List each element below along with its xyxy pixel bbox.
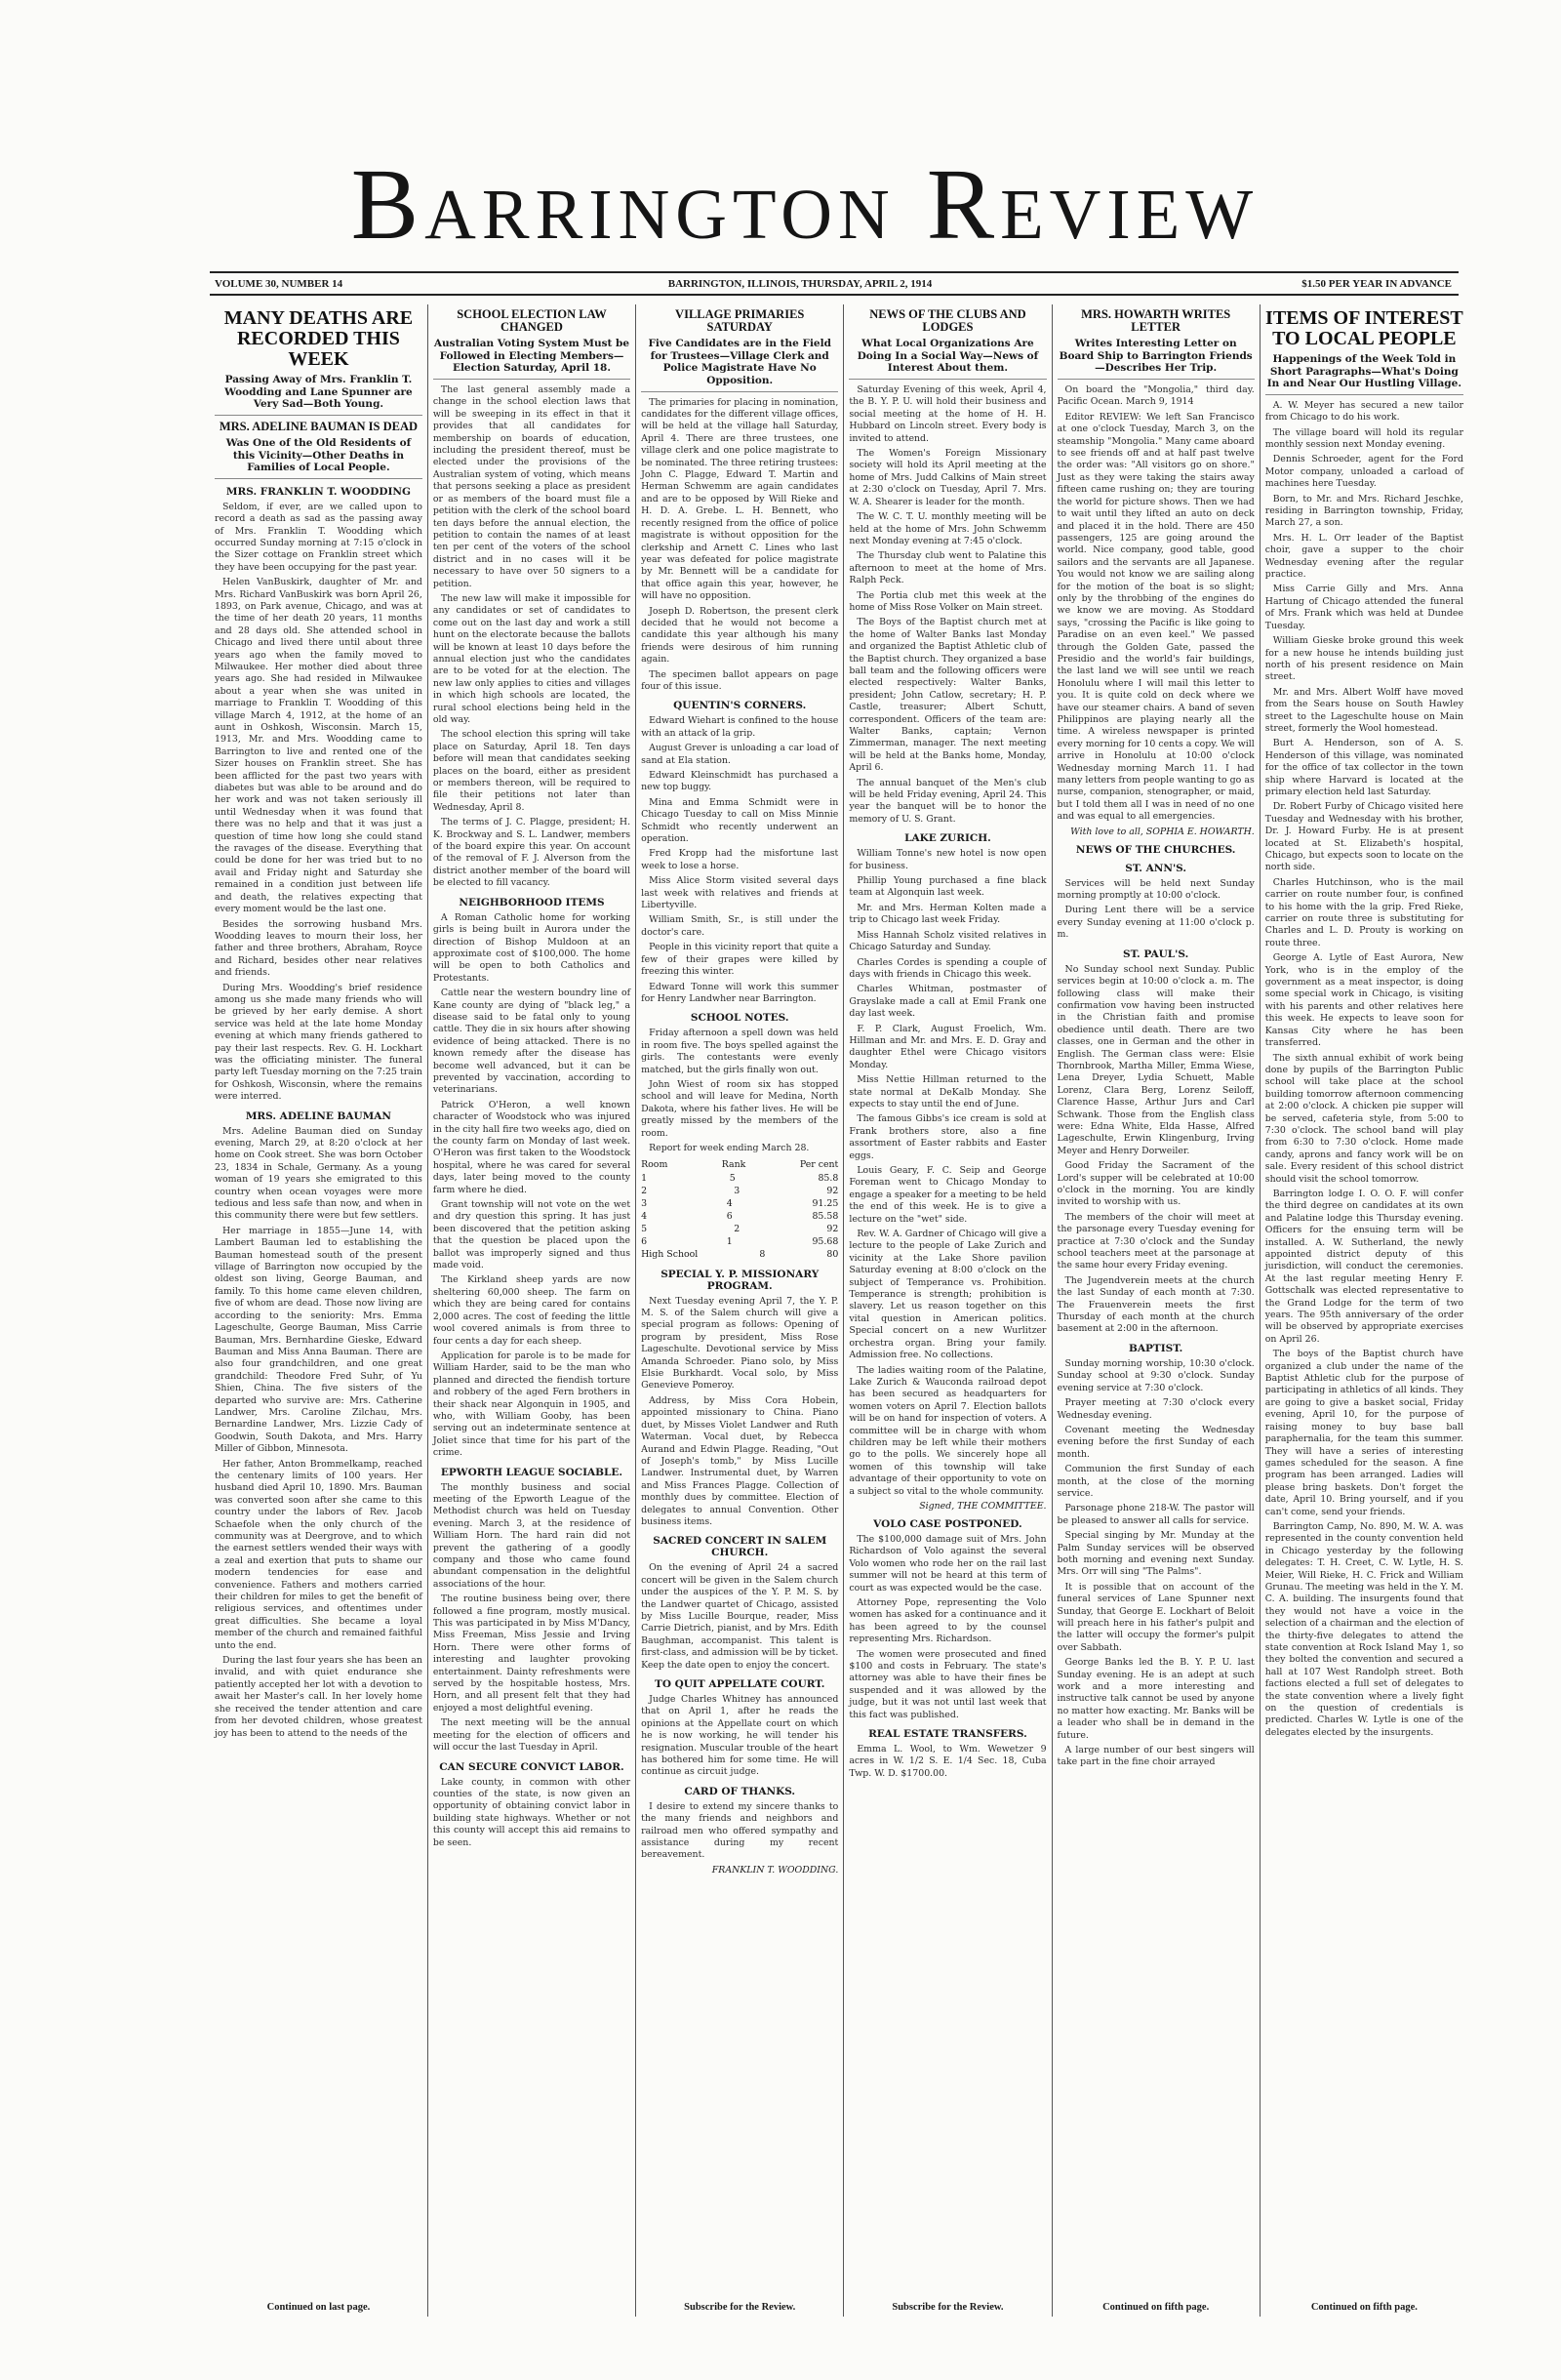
section-baptist: BAPTIST. [1128,1342,1183,1354]
masthead: Barrington Review [350,148,1260,261]
article-body: Next Tuesday evening April 7, the Y. P. M. S. of the Salem church will give a special program as follows: Opening of program by president, Miss Rose Lageschulte. Devotional service by Miss Amanda Schroeder. Piano solo, by Miss Elsie Burkhardt. Vocal solo, by Miss Genevieve Pomeroy. Address, by Miss Cora Hobein, appointed missionary to China. Piano duet, by Misses Violet Landwer and Ruth Waterman. Vocal duet, by Rebecca Aurand and Edwin Plagge. Reading, "Out of Joseph's tomb," by Miss Lucille Landwer. Instrumental duet, by Warren and Miss Frances Plagge. Collection of monthly dues by committee. Election of delegates to annual Convention. Other business items. [641,1295,839,1527]
article-body: Friday afternoon a spell down was held in room five. The boys spelled against the girls. The contestants were evenly matched, but the girls finally won out. John Wiest of room six has stopped school and will leave for Medina, North Dakota, where his father lives. He will be greatly missed by the members of the room. Report for week ending March 28. [641,1028,839,1153]
continued-note: Continued on last page. [266,2302,371,2313]
folio-price: $1.50 PER YEAR IN ADVANCE [1301,278,1452,290]
signature: FRANKLIN T. WOODDING. [711,1864,839,1876]
section-epworth: EPWORTH LEAGUE SOCIABLE. [440,1466,623,1478]
headline-school-election: SCHOOL ELECTION LAW CHANGED [457,307,607,335]
article-body: The monthly business and social meeting of the Epworth League of the Methodist church was held on Tuesday evening. March 3, at the residence of William Horn. The hard rain did not prevent the gathering of a goodly company and those who came found abundant compensation in the delightful associations of the hour. The routine business being over, there followed a fine program, mostly musical. This was participated in by Miss M'Dancy, Miss Freeman, Miss Jessie and Irving Horn. There were other forms of interesting and laughter provoking entertainment. Dainty refreshments were served by the hospitable hostess, Mrs. Horn, and all present felt that they had enjoyed a most delightful evening. The next meeting will be the annual meeting for the election of officers and will occur the last Tuesday in April. [432,1481,631,1754]
article-body: Lake county, in common with other counties of the state, is now given an opportunity of obtaining convict labor in building state highways. Whether or not this county will accept this aid remains to be seen. [432,1776,631,1848]
continued-note: Continued on fifth page. [1102,2302,1210,2313]
section-woodding: MRS. FRANKLIN T. WOODDING [225,485,411,498]
section-neighborhood: NEIGHBORHOOD ITEMS [459,896,605,908]
folio-dateline: BARRINGTON, ILLINOIS, THURSDAY, APRIL 2, 1914 [667,278,933,290]
article-body: A. W. Meyer has secured a new tailor from Chicago to do his work. The village board will hold its regular monthly session next Monday evening. Dennis Schroeder, agent for the Ford Motor company, unloaded a carload of machines here Tuesday. Born, to Mr. and Mrs. Richard Jeschke, residing in Barrington township, Friday, March 27, a son. Mrs. H. L. Orr leader of the Baptist choir, gave a supper to the choir Wednesday evening after the regular practice. Miss Carrie Gilly and Mrs. Anna Hartung of Chicago attended the funeral of Mrs. Frank which was held at Dundee Tuesday. William Gieske broke ground this week for a new house he intends building just north of his present residence on Main street. Mr. and Mrs. Albert Wolff have moved from the Sears house on South Hawley street to the Lageschulte house on Main street, formerly the Wool homestead. Burt A. Henderson, son of A. S. Henderson of this village, was nominated for the office of tax collector in the town ship where Harvard is located at the primary election held last Saturday. Dr. Robert Furby of Chicago visited here Tuesday and Wednesday with his brother, Dr. J. Howard Furby. He is at present located at St. Elizabeth's hospital, Chicago, but expects soon to locate on the north side. Charles Hutchinson, who is the mail carrier on route number four, is confined to his home with the la grip. Fred Rieke, carrier on route three is substituting for Charles and L. D. Prouty is working on route three. George A. Lytle of East Aurora, New York, who is in the employ of the government as a meat inspector, is doing some special work in Chicago, is visiting with his parents and other relatives here this week. He expects to leave soon for Kansas City where he has been transferred. The sixth annual exhibit of work being done by pupils of the Barrington Public school will take place at the school building tomorrow afternoon commencing at 2:00 o'clock. A chicken pie supper will be served, cafeteria style, from 5:00 to 7:30 o'clock. The school band will play from 6:30 to 7:30 o'clock. Home made candy, aprons and fancy work will be on sale. Every resident of this school district should visit the school tomorrow. Barrington lodge I. O. O. F. will confer the third degree on candidates at its own and Palatine lodge this Thursday evening. Officers for the ensuing term will be installed. A. W. Sutherland, the newly appointed district deputy of this jurisdiction, will conduct the ceremonies. At the last regular meeting Henry F. Gottschalk was elected representative to the Grand Lodge for the term of two years. The 95th anniversary of the order will be observed by appropriate exercises on April 26. The boys of the Baptist church have organized a club under the name of the Baptist Athletic club for the purpose of participating in athletics of all kinds. They are going to give a basket social, Friday evening, April 10, for the purpose of raising money to buy base ball paraphernalia, for the team this summer. They will have a series of interesting games scheduled for the season. A fine program has been arranged. Ladies will please bring baskets. Don't forget the date, April 10. Bring yourself, and if you can't come, send your friends. Barrington Camp, No. 890, M. W. A. was represented in the county convention held in Chicago yesterday by the following delegates: T. H. Creet, C. W. Lytle, H. S. Meier, Will Rieke, H. C. Frick and William Grunau. The meeting was held in the Y. M. C. A. building. The insurgents found that they would not have a voice in the selection of a chairman and the election of the thirty-five delegates to attend the state convention at Rock Island May 1, so they bolted the convention and secured a hall at 107 West Randolph street. Both factions elected a full set of delegates to the state convention where a lively fight on the question of credentials is predicted. Charles W. Lytle is one of the delegates elected by the insurgents. [1264,399,1463,1738]
signature: Signed, THE COMMITTEE. [919,1500,1047,1512]
column-school-election [428,304,636,2317]
article-body: The $100,000 damage suit of Mrs. John Richardson of Volo against the several Volo women who rode her on the rail last summer will not be heard at this term of court as was expected would be the case. Attorney Pope, representing the Volo women has asked for a continuance and it has been agreed to by the counsel representing Mrs. Richardson. The women were prosecuted and fined $100 and costs in February. The state's attorney was able to have their fines be suspended and it was allowed by the judge, but it was not until last week that this fact was published. [849,1533,1047,1720]
folio-volume: VOLUME 30, NUMBER 14 [215,278,343,290]
article-body: William Tonne's new hotel is now open for business. Phillip Young purchased a fine black team at Algonquin last week. Mr. and Mrs. Herman Kolten made a trip to Chicago last week Friday. Miss Hannah Scholz visited relatives in Chicago Saturday and Sunday. Charles Cordes is spending a couple of days with friends in Chicago this week. Charles Whitman, postmaster of Grayslake made a call at Emil Frank one day last week. F. P. Clark, August Froelich, Wm. Hillman and Mr. and Mrs. E. D. Gray and daughter Ethel were Chicago visitors Monday. Miss Nettie Hillman returned to the state normal at DeKalb Monday. She expects to stay until the end of June. The famous Gibbs's ice cream is sold at Frank brothers store, also a fine assortment of Easter rabbits and Easter eggs. Louis Geary, F. C. Seip and George Foreman went to Chicago Monday to engage a speaker for a meeting to be held the end of this week. He is to give a lecture on the "wet" side. Rev. W. A. Gardner of Chicago will give a lecture to the people of Lake Zurich and vicinity at the Lake Shore pavilion Saturday evening at 8:00 o'clock on the subject of Temperance vs. Prohibition. Temperance is strength; prohibition is slavery. Let us reason together on this vital question in American politics. Special concert on a new Wurlitzer orchestra organ. Bring your family. Admission free. No collections. The ladies waiting room of the Palatine, Lake Zurich & Wauconda railroad depot has been secured as headquarters for women voters on April 7. Election ballots will be on hand for inspection of voters. A committee will be in charge with whom children may be left while their mothers go to the polls. We sincerely hope all women of this township will take advantage of their opportunity to vote on a subject so vital to the whole community. [849,848,1047,1497]
table-row: 5 2 92 [641,1224,839,1235]
section-bauman: MRS. ADELINE BAUMAN [245,1109,392,1122]
subscribe-note: Subscribe for the Review. [892,2302,1004,2313]
headline-village-primaries: VILLAGE PRIMARIES SATURDAY [675,307,805,335]
article-body: The last general assembly made a change in the school election laws that will be sweeping in its effect in that it provides that all candidates for membership on boards of education, including the president thereof, must be elected under the provisions of the Australian system of voting, which means that persons seeking a place as president or as members of the board must file a petition with the clerk of the school board ten days before the annual election, the petition to contain the names of at least ten per cent of the voters of the school district and in no cases will it be necessary to have over 50 signers to a petition. The new law will make it impossible for any candidates or set of candidates to come out on the last day and work a still hunt on the electorate because the ballots will be known at least 10 days before the annual election just who the candidates are to be voted for at the election. The new law only applies to cities and villages in which high schools are located, the rural school elections being held in the old way. The school election this spring will take place on Saturday, April 18. Ten days before will mean that candidates seeking places on the board, either as president or members thereon, will be required to file their petitions not later than Wednesday, April 8. The terms of J. C. Plagge, president; H. K. Brockway and S. L. Landwer, members of the board expire this year. On account of the removal of F. J. Alverson from the district another member of the board will be elected to fill vacancy. [432,384,631,889]
article-body: On the evening of April 24 a sacred concert will be given in the Salem church under the auspices of the Y. P. M. S. by the Landwer quartet of Chicago, assisted by Miss Lucille Bourque, reader, Miss Carrie Dietrich, pianist, and by Mrs. Edith Baughman, accompanist. This talent is first-class, and admission will be by ticket. Keep the date open to enjoy the concert. [641,1562,839,1671]
section-st-anns: ST. ANN'S. [1125,862,1187,874]
table-row: 2 3 92 [641,1185,839,1196]
section-missionary-program: SPECIAL Y. P. MISSIONARY PROGRAM. [660,1268,820,1292]
article-body: Emma L. Wool, to Wm. Wewetzer 9 acres in W. 1/2 S. E. 1/4 Sec. 18, Cuba Twp. W. D. $1700.00. [849,1744,1047,1779]
deck-howarth-letter: Writes Interesting Letter on Board Ship to Barrington Friends—Describes Her Trip. [1058,338,1255,380]
section-churches: NEWS OF THE CHURCHES. [1075,843,1236,856]
deck-bauman: Was One of the Old Residents of this Vicinity—Other Deaths in Families of Local People. [215,437,422,479]
section-school-notes: SCHOOL NOTES. [690,1012,789,1025]
section-volo-case: VOLO CASE POSTPONED. [873,1517,1022,1530]
article-body: Edward Wiehart is confined to the house with an attack of la grip. August Grever is unloading a car load of sand at Ela station. Edward Kleinschmidt has purchased a new top buggy. Mina and Emma Schmidt were in Chicago Tuesday to call on Miss Minnie Schmidt who recently underwent an operation. Fred Kropp had the misfortune last week to lose a horse. Miss Alice Storm visited several days last week with relatives and friends at Libertyville. William Smith, Sr., is still under the doctor's care. People in this vicinity report that quite a few of their grapes were killed by freezing this winter. Edward Tonne will work this summer for Henry Landwher near Barrington. [641,715,839,1004]
section-sacred-concert: SACRED CONCERT IN SALEM CHURCH. [653,1535,827,1559]
masthead-rule-top [210,271,1459,273]
column-village-primaries [636,304,844,2317]
column-local-items [1261,304,1468,2317]
table-row: High School 8 80 [641,1249,839,1261]
section-lake-zurich: LAKE ZURICH. [904,832,991,845]
continued-note: Continued on fifth page. [1310,2302,1418,2313]
article-body: I desire to extend my sincere thanks to the many friends and neighbors and railroad men who offered sympathy and assistance during my recent bereavement. [641,1800,839,1861]
article-body: On board the "Mongolia," third day. Pacific Ocean. March 9, 1914 Editor REVIEW: We left San Francisco at one o'clock Tuesday, March 3, on the steamship "Mongolia." Many came aboard to see friends off and at half past twelve the order was: "All visitors go on shore." Just as they were taking the stairs away fifteen came rushing on; they are touring the world for picture shows. Then we had to wait until they lifted an auto on deck and placed it in the hold. There are 450 passengers, 125 are going around the world. Nice company, good table, good sailors and the servants are all Japanese. You would not know we are sailing along for the motion of the boat is so slight; only by the throbbing of the engines do we know we are moving. As Stoddard says, "crossing the Pacific is like going to Paradise on an even keel." We passed through the Golden Gate, passed the Presidio and the world's fair buildings, the last land we will see until we reach Honolulu where I will mail this letter to you. It is quite cold on deck where we have our steamer chairs. A band of seven Philippinos are playing nearly all the time. A wireless newspaper is printed every morning for 10 cents a copy. We will arrive in Honolulu at 10:00 o'clock Wednesday morning March 11. I had many letters from people wanting to go as nurse, companion, stenographer, or maid, but I told them all I was in need of no one and was equal to all emergencies. [1057,384,1255,823]
subheadline-bauman: MRS. ADELINE BAUMAN IS DEAD [219,419,419,433]
section-real-estate: REAL ESTATE TRANSFERS. [868,1728,1027,1741]
article-body: The primaries for placing in nomination, candidates for the different village offices, will be held at the village hall Saturday, April 4. There are three trustees, one village clerk and one police magistrate to be nominated. The three retiring trustees: John C. Plagge, Edward T. Martin and Herman Schwemm are again candidates and are to be opposed by Will Rieke and H. D. A. Grebe. L. H. Bennett, who recently resigned from the office of police magistrate is without opposition for the clerkship and Arnett C. Lines who last year was defeated for police magistrate by Mr. Bennett will be a candidate for that office again this year, however, he will have no opposition. Joseph D. Robertson, the present clerk decided that he would not become a candidate this year although his many friends were desirous of him running again. The specimen ballot appears on page four of this issue. [641,396,839,692]
section-convict-labor: CAN SECURE CONVICT LABOR. [439,1760,624,1773]
table-row: 3 4 91.25 [641,1197,839,1209]
column-clubs-lodges [844,304,1052,2317]
signature: With love to all, SOPHIA E. HOWARTH. [1070,826,1255,837]
deck-clubs-lodges: What Local Organizations Are Doing In a Social Way—News of Interest About them. [849,338,1046,380]
section-st-pauls: ST. PAUL'S. [1123,948,1189,960]
article-body: Seldom, if ever, are we called upon to record a death as sad as the passing away of Mrs. Franklin T. Woodding which occurred Sunday morning at 7:15 o'clock in the Sizer cottage on Franklin street which they have been occupying for the past year. Helen VanBuskirk, daughter of Mr. and Mrs. Richard VanBuskirk was born April 26, 1893, on Park avenue, Chicago, and was at the time of her death 20 years, 11 months and 28 days old. She attended school in Chicago and lived there until about three years ago when the family moved to Milwaukee. Her mother died about three years ago. She had resided in Milwaukee about a year when she was united in marriage to Franklin T. Woodding of this village March 4, 1912, at the home of an aunt in Oshkosh, Wisconsin. March 15, 1913, Mr. and Mrs. Woodding came to Barrington to live and rented one of the Sizer houses on Franklin street. She has been afflicted for the past two years with diabetes but was able to be around and do her work and was not taken seriously ill until Wednesday when it was found that there was no help and that it was just a question of time how long she could stand the ravages of the disease. Everything that could be done for her was tried but to no avail and Friday night and Saturday she remained in a condition just between life and death, the relatives expecting that every moment would be the last one. Besides the sorrowing husband Mrs. Woodding leaves to mourn their loss, her father and three brothers, Abraham, Royce and Richard, besides other near relatives and friends. During Mrs. Woodding's brief residence among us she made many friends who will be grieved by her early demise. A short service was held at the late home Monday evening at which many friends gathered to pay their last respects. Rev. G. H. Lockhart was the officiating minister. The funeral party left Tuesday morning on the 7:25 train for Oshkosh, Wisconsin, where the remains were interred. [215,501,422,1103]
section-card-of-thanks: CARD OF THANKS. [684,1785,796,1797]
table-header: Room Rank Per cent [641,1159,839,1171]
article-body: Saturday Evening of this week, April 4, the B. Y. P. U. will hold their business and social meeting at the home of H. H. Hubbard on Lincoln street. Every body is invited to attend. The Women's Foreign Missionary society will hold its April meeting at the home of Mrs. Judd Calkins of Main street at 2:30 o'clock on Tuesday, April 7. Mrs. W. A. Shearer is leader for the month. The W. C. T. U. monthly meeting will be held at the home of Mrs. John Schwemm next Monday evening at 7:45 o'clock. The Thursday club went to Palatine this afternoon to meet at the home of Mrs. Ralph Peck. The Portia club met this week at the home of Miss Rose Volker on Main street. The Boys of the Baptist church met at the home of Walter Banks last Monday and organized the Baptist Athletic club of the Baptist church. They organized a base ball team and the following officers were elected respectively: Walter Banks, president; John Catlow, secretary; H. P. Castle, treasurer; Albert Schutt, correspondent. Officers of the team are: Walter Banks, captain; Vernon Zimmerman, manager. The next meeting will be held at the Banks home, Monday, April 6. The annual banquet of the Men's club will be held Friday evening, April 24. This year the banquet will be to honor the memory of U. S. Grant. [849,384,1047,825]
masthead-rule-bottom [210,294,1459,296]
headline-howarth-letter: MRS. HOWARTH WRITES LETTER [1081,307,1231,335]
article-columns [210,304,1468,2317]
table-row: 4 6 85.58 [641,1211,839,1222]
headline-local-items: ITEMS OF INTEREST TO LOCAL PEOPLE [1265,307,1463,349]
article-body: A Roman Catholic home for working girls is being built in Aurora under the direction of Bishop Muldoon at an approximate cost of $100,000. The home will be open to both Catholics and Protestants. Cattle near the western boundry line of Kane county are dying of "black leg," a disease said to be fatal only to young cattle. They die in six hours after showing evidence of being attacked. There is no known remedy after the disease has become well advanced, but it can be prevented by vaccination, according to veterinarians. Patrick O'Heron, a well known character of Woodstock who was injured in the city hall fire two weeks ago, died on the county farm on Monday of last week. O'Heron was first taken to the Woodstock hospital, where he was cared for several days, later being moved to the county farm where he died. Grant township will not vote on the wet and dry question this spring. It has just been discovered that the petition asking that the question be placed upon the ballot was improperly signed and thus made void. The Kirkland sheep yards are now sheltering 60,000 sheep. The farm on which they are being cared for contains 2,000 acres. The cost of feeding the little wool covered animals is from three to four cents a day for each sheep. Application for parole is to be made for William Harder, said to be the man who planned and directed the fiendish torture and robbery of the aged Fern brothers in their shack near Algonquin in 1905, and who, with William Gooby, has been serving out an indeterminate sentence at Joliet since that time for his part of the crime. [432,911,631,1459]
school-report-table [641,1158,838,1261]
column-howarth-letter [1053,304,1261,2317]
section-quentins-corners: QUENTIN'S CORNERS. [673,700,807,712]
column-deaths [210,304,428,2317]
headline-clubs-lodges: NEWS OF THE CLUBS AND LODGES [869,307,1026,335]
article-body: No Sunday school next Sunday. Public services begin at 10:00 o'clock a. m. The following class will make their confirmation vow having been instructed in the Christian faith and promise obedience until death. There are two classes, one in German and the other in English. The German class were: Elsie Thornbrook, Martha Miller, Emma Wiese, Lena Dreyer, Lydia Schuett, Mable Lorenz, Clara Berg, Lorenz Seiloff, Clarence Hasse, Arthur Jurs and Carl Schwank. Those from the English class were: Edna White, Elda Hasse, Alfred Lageschulte, Erwin Klingenburg, Irving Meyer and Henry Dorweiler. Good Friday the Sacrament of the Lord's supper will be celebrated at 10:00 o'clock in the morning. You are kindly invited to worship with us. The members of the choir will meet at the parsonage every Tuesday evening for practice at 7:30 o'clock and the Sunday school teachers meet at the parsonage at the same hour every Friday evening. The Jugendverein meets at the church the last Sunday of each month at 7:30. The Frauenverein meets the first Thursday of each month at the church basement at 2:00 in the afternoon. [1057,963,1255,1335]
table-row: 1 5 85.8 [641,1172,839,1184]
article-body: Judge Charles Whitney has announced that on April 1, after he reads the opinions at the Appellate court on which he is now working, he will tender his resignation. Muscular trouble of the heart has bothered him for some time. He will continue as circuit judge. [641,1694,839,1778]
deck-village-primaries: Five Candidates are in the Field for Trustees—Village Clerk and Police Magistrate Have No Opposition. [641,338,838,391]
table-row: 6 1 95.68 [641,1236,839,1248]
article-body: Services will be held next Sunday morning promptly at 10:00 o'clock. During Lent there will be a service every Sunday evening at 11:00 o'clock p. m. [1057,877,1255,941]
deck-deaths: Passing Away of Mrs. Franklin T. Woodding and Lane Spunner are Very Sad—Both Young. [215,374,422,416]
article-body: Mrs. Adeline Bauman died on Sunday evening, March 29, at 8:20 o'clock at her home on Cook street. She was born October 23, 1834 in Schale, Germany. As a young woman of 19 years she emigrated to this country when ocean voyages were more tedious and less safe than now, and when in this community there were but few settlers. Her marriage in 1855—June 14, with Lambert Bauman led to establishing the Bauman homestead south of the present village of Barrington now occupied by the oldest son living, George Bauman, and family. To this home came eleven children, five of whom are dead. Those now living are according to the seniority: Mrs. Emma Lageschulte, George Bauman, Miss Carrie Bauman, Mrs. Bernhardine Gieske, Edward Bauman and Miss Anna Bauman. There are also four grandchildren, and one great grandchild: Theodore Fred Suhr, of Yu Shien, China. The five sisters of the departed who survive are: Mrs. Catherine Landwer, Mrs. Caroline Zilchau, Mrs. Bernardine Landwer, Mrs. Lizzie Cady of Goodwin, South Dakota, and Mrs. Harry Miller of Gibbon, Minnesota. Her father, Anton Brommelkamp, reached the centenary limits of 100 years. Her husband died April 10, 1890. Mrs. Bauman was converted soon after she came to this country under the labors of Rev. Jacob Schaefole when the only church of the community was at Deergrove, and to which the earnest settlers wended their ways with a zeal and exertion that puts to shame our modern tendencies for ease and convenience. Fathers and mothers carried their children for miles to get the benefit of religious services, and oftentimes under great difficulties. She became a loyal member of the church and remained faithful unto the end. During the last four years she has been an invalid, and with quiet endurance she patiently accepted her lot with a devotion to await her Master's call. In her lovely home she received the tender attention and care from her devoted children, whose greatest joy has been to attend to the needs of the [215,1125,422,1739]
section-appellate-court: TO QUIT APPELLATE COURT. [655,1678,825,1690]
article-body: Sunday morning worship, 10:30 o'clock. Sunday school at 9:30 o'clock. Sunday evening service at 7:30 o'clock. Prayer meeting at 7:30 o'clock every Wednesday evening. Covenant meeting the Wednesday evening before the first Sunday of each month. Communion the first Sunday of each month, at the close of the morning service. Parsonage phone 218-W. The pastor will be pleased to answer all calls for service. Special singing by Mr. Munday at the Palm Sunday services will be observed both morning and evening next Sunday. Mrs. Orr will sing "The Palms". It is possible that on account of the funeral services of Lane Spunner next Sunday, that George E. Lockhart of Beloit will preach here in his father's pulpit and the latter will occupy the former's pulpit over Sabbath. George Banks led the B. Y. P. U. last Sunday evening. He is an adept at such work and a more interesting and instructive talk cannot be used by anyone no matter how exacting. Mr. Banks will be a leader who shall be in demand in the future. A large number of our best singers will take part in the fine choir arrayed [1057,1357,1255,1768]
deck-local-items: Happenings of the Week Told in Short Paragraphs—What's Doing In and Near Our Hustling Village. [1265,353,1463,395]
headline-deaths: MANY DEATHS ARE RECORDED THIS WEEK [223,307,414,370]
deck-school-election: Australian Voting System Must be Followed in Electing Members—Election Saturday, April 18. [433,338,630,380]
subscribe-note: Subscribe for the Review. [684,2302,796,2313]
